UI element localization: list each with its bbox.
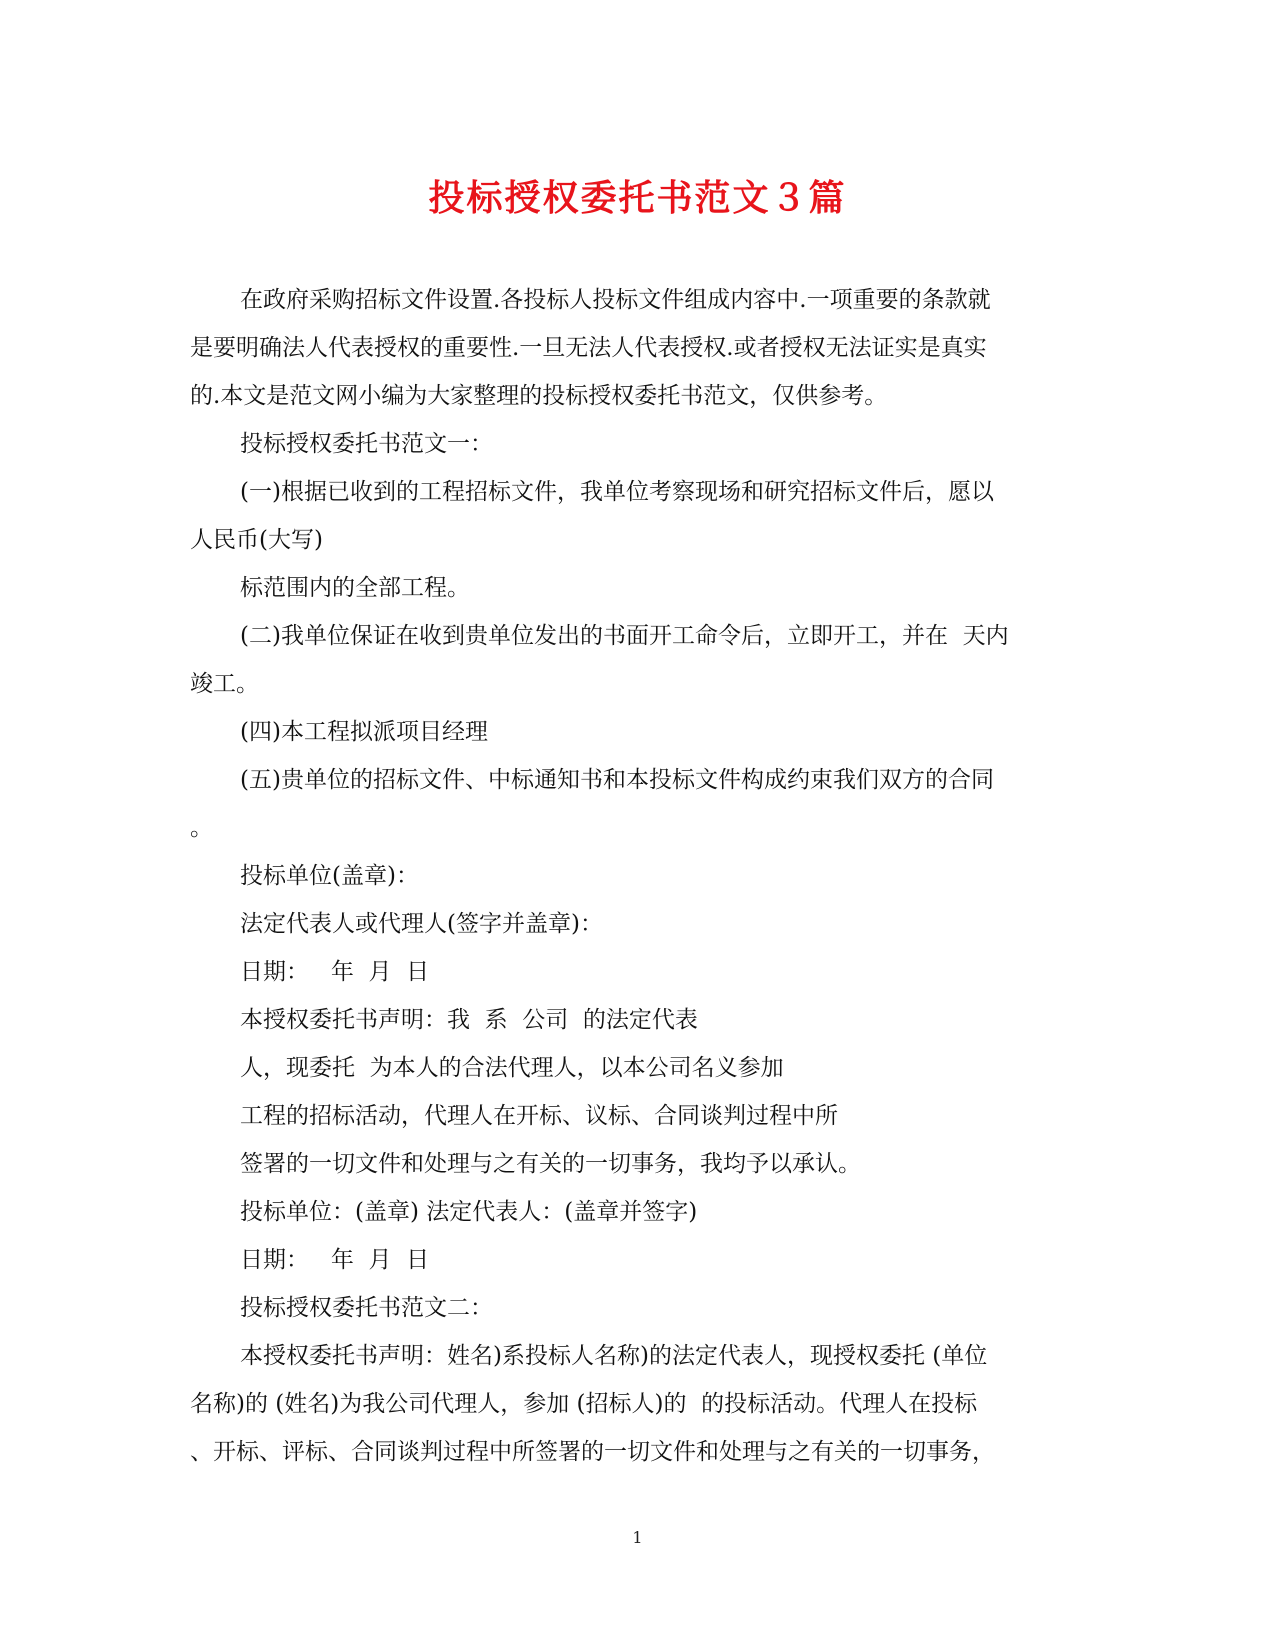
text-line: 投标单位：(盖章) 法定代表人：(盖章并签字): [240, 1199, 698, 1225]
text-line: 投标授权委托书范文二：: [240, 1295, 493, 1321]
text-line: 投标单位(盖章)：: [240, 863, 419, 889]
text-line: 是要明确法人代表授权的重要性.一旦无法人代表授权.或者授权无法证实是真实: [190, 335, 987, 361]
text-line: 法定代表人或代理人(签字并盖章)：: [240, 911, 603, 937]
text-line: 本授权委托书声明：姓名)系投标人名称)的法定代表人，现授权委托 (单位: [240, 1343, 988, 1369]
text-line: 名称)的 (姓名)为我公司代理人，参加 (招标人)的 的投标活动。代理人在投标: [190, 1391, 978, 1417]
text-line: 日期： 年 月 日: [240, 1247, 430, 1273]
text-line: 工程的招标活动，代理人在开标、议标、合同谈判过程中所: [240, 1103, 838, 1129]
page-number: 1: [632, 1528, 643, 1547]
text-line: 。: [190, 815, 213, 841]
text-line: 人，现委托 为本人的合法代理人，以本公司名义参加: [240, 1055, 784, 1081]
text-line: (五)贵单位的招标文件、中标通知书和本投标文件构成约束我们双方的合同: [240, 767, 994, 793]
text-line: (二)我单位保证在收到贵单位发出的书面开工命令后，立即开工，并在 天内: [240, 623, 1009, 649]
text-line: 人民币(大写): [190, 527, 323, 553]
text-line: 签署的一切文件和处理与之有关的一切事务，我均予以承认。: [240, 1151, 861, 1177]
text-line: 投标授权委托书范文一：: [240, 431, 493, 457]
document-body: [190, 276, 1075, 1476]
text-line: 日期： 年 月 日: [240, 959, 430, 985]
text-line: 的.本文是范文网小编为大家整理的投标授权委托书范文，仅供参考。: [190, 383, 888, 409]
text-line: 本授权委托书声明：我 系 公司 的法定代表: [240, 1007, 698, 1033]
text-line: 标范围内的全部工程。: [240, 575, 470, 601]
text-line: (四)本工程拟派项目经理: [240, 719, 488, 745]
text-line: 、开标、评标、合同谈判过程中所签署的一切文件和处理与之有关的一切事务，: [190, 1439, 995, 1465]
document-title: 投标授权委托书范文３篇: [428, 177, 847, 219]
text-line: 在政府采购招标文件设置.各投标人投标文件组成内容中.一项重要的条款就: [240, 287, 991, 313]
text-line: 竣工。: [190, 671, 259, 697]
text-line: (一)根据已收到的工程招标文件，我单位考察现场和研究招标文件后，愿以: [240, 479, 994, 505]
